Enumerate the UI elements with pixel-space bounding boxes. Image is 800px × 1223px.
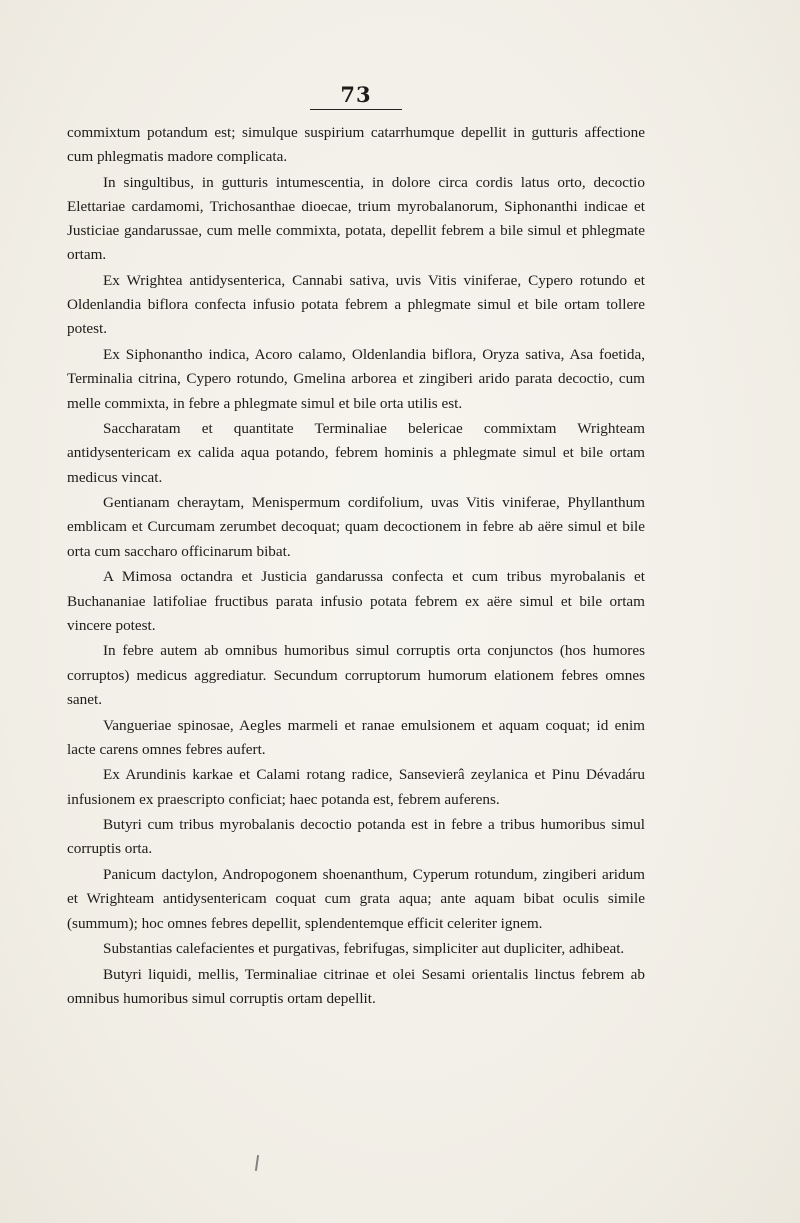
paragraph-7: A Mimosa octandra et Justicia gandarussa confecta et cum tribus myrobalanis et Buchananiae latifoliae fructibus parata infusio potata febrem ex aëre simul et bile ortam vincere potest. (67, 568, 645, 634)
page-number: 73 (310, 82, 402, 110)
paragraph-4: Ex Siphonantho indica, Acoro calamo, Oldenlandia biflora, Oryza sativa, Asa foetida, Terminalia citrina, Cypero rotundo, Gmelina arborea et zingiberi arido parata decoctio, cum melle commixta, in febre a phlegmate simul et bile orta utilis est. (67, 346, 645, 412)
paragraph-13: Substantias calefacientes et purgativas, febrifugas, simpliciter aut dupliciter, adhibeat. (103, 940, 625, 958)
paragraph-12: Panicum dactylon, Andropogonem shoenanthum, Cyperum rotundum, zingiberi aridum et Wrighteam antidysentericam coquat cum grata aqua; ante aquam bibat oculis simile (summum); hoc omnes febres depellit, splendentemque efficit celeriter ignem. (67, 866, 645, 932)
paragraph-1: commixtum potandum est; simulque suspirium catarrhumque depellit in gutturis affectione cum phlegmatis madore complicata. (67, 124, 645, 166)
paragraph-10: Ex Arundinis karkae et Calami rotang radice, Sansevierâ zeylanica et Pinu Dévadáru infusionem ex praescripto conficiat; haec potanda est, febrem auferens. (67, 766, 645, 808)
paragraph-3: Ex Wrightea antidysenterica, Cannabi sativa, uvis Vitis viniferae, Cypero rotundo et Oldenlandia biflora confecta infusio potata febrem a phlegmate simul et bile ortam tollere potest. (67, 272, 645, 338)
paragraph-2: In singultibus, in gutturis intumescentia, in dolore circa cordis latus orto, decoctio Elettariae cardamomi, Trichosanthae dioecae, trium myrobalanorum, Siphonanthi indicae et Justiciae gandarussae, cum melle commixta, potata, depellit febrem a bile simul et phlegmate ortam. (67, 173, 645, 264)
paragraph-6: Gentianam cheraytam, Menispermum cordifolium, uvas Vitis viniferae, Phyllanthum emblicam et Curcumam zerumbet decoquat; quam decoctionem in febre ab aëre simul et bile orta cum saccharo officinarum bibat. (67, 494, 645, 560)
page-mark (255, 1155, 259, 1171)
paragraph-14: Butyri liquidi, mellis, Terminaliae citrinae et olei Sesami orientalis linctus febrem ab omnibus humoribus simul corruptis ortam depellit. (67, 966, 645, 1008)
body-text (67, 121, 645, 1011)
paragraph-9: Vangueriae spinosae, Aegles marmeli et ranae emulsionem et aquam coquat; id enim lacte carens omnes febres aufert. (67, 716, 645, 758)
paragraph-11: Butyri cum tribus myrobalanis decoctio potanda est in febre a tribus humoribus simul corruptis orta. (67, 816, 645, 858)
paragraph-8: In febre autem ab omnibus humoribus simul corruptis orta conjunctos (hos humores corruptos) medicus aggrediatur. Secundum corruptorum humorum elationem febres omnes sanet. (67, 642, 645, 708)
paragraph-5: Saccharatam et quantitate Terminaliae belericae commixtam Wrighteam antidysentericam ex calida aqua potando, febrem hominis a phlegmate simul et bile ortam medicus vincat. (67, 420, 645, 486)
